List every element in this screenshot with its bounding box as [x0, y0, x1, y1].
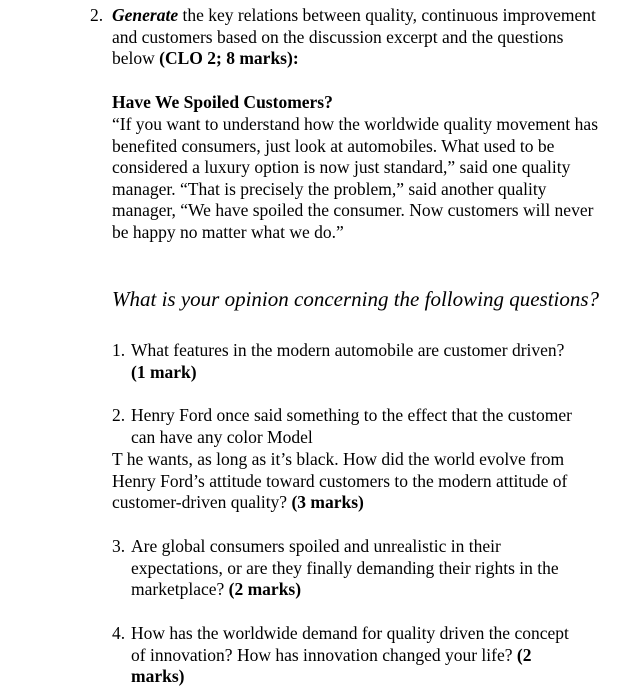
sub-question-marks: (3 marks)	[291, 492, 364, 512]
sub-question-number: 2.	[112, 405, 126, 425]
sub-question-marks: (2 marks)	[228, 579, 302, 599]
sub-question-1	[112, 340, 572, 383]
instruction-marks: (CLO 2; 8 marks):	[159, 48, 299, 68]
instruction-text: the key relations between quality, continuous improvement and customers based on the discussion excerpt and the questions below	[112, 5, 596, 68]
sub-question-3	[112, 536, 572, 601]
sub-question-marks: (2 marks)	[131, 644, 532, 686]
sub-question-number: 1.	[112, 340, 126, 360]
case-title	[112, 92, 602, 114]
sub-question-2	[112, 405, 572, 448]
sub-question-4	[112, 623, 572, 688]
sub-question-text: Are global consumers spoiled and unrealistic in their expectations, or are they finally demanding their rights in the marketplace?	[131, 536, 559, 599]
question-header	[90, 5, 610, 70]
sub-question-text: How has the worldwide demand for quality driven the concept of innovation? How has innovation changed your life?	[131, 623, 569, 665]
sub-question-text-continued: T he wants, as long as it’s black. How did the world evolve from Henry Ford’s attitude toward customers to the modern attitude of customer-driven quality?	[112, 449, 568, 512]
sub-question-marks: (1 mark)	[131, 361, 197, 382]
instruction-verb: Generate	[112, 5, 179, 25]
sub-question-text: What features in the modern automobile are customer driven?	[131, 340, 565, 360]
case-excerpt: “If you want to understand how the worldwide quality movement has benefited consumers, just look at automobiles. What used to be considered a luxury option is now just standard,” said one quality manager. “That is precisely the problem,” said another quality manager, “We have spoiled the consumer. Now customers will never be happy no matter what we do.”	[112, 114, 599, 242]
question-number: 2.	[90, 5, 104, 25]
question-instruction	[112, 5, 610, 70]
case-title-text: Have We Spoiled Customers?	[112, 92, 333, 112]
opinion-heading: What is your opinion concerning the following questions?	[112, 287, 600, 311]
sub-question-number: 3.	[112, 536, 126, 556]
sub-question-number: 4.	[112, 623, 126, 643]
sub-question-2-continuation	[112, 449, 572, 514]
sub-question-text: Henry Ford once said something to the effect that the customer can have any color Model	[131, 405, 572, 447]
